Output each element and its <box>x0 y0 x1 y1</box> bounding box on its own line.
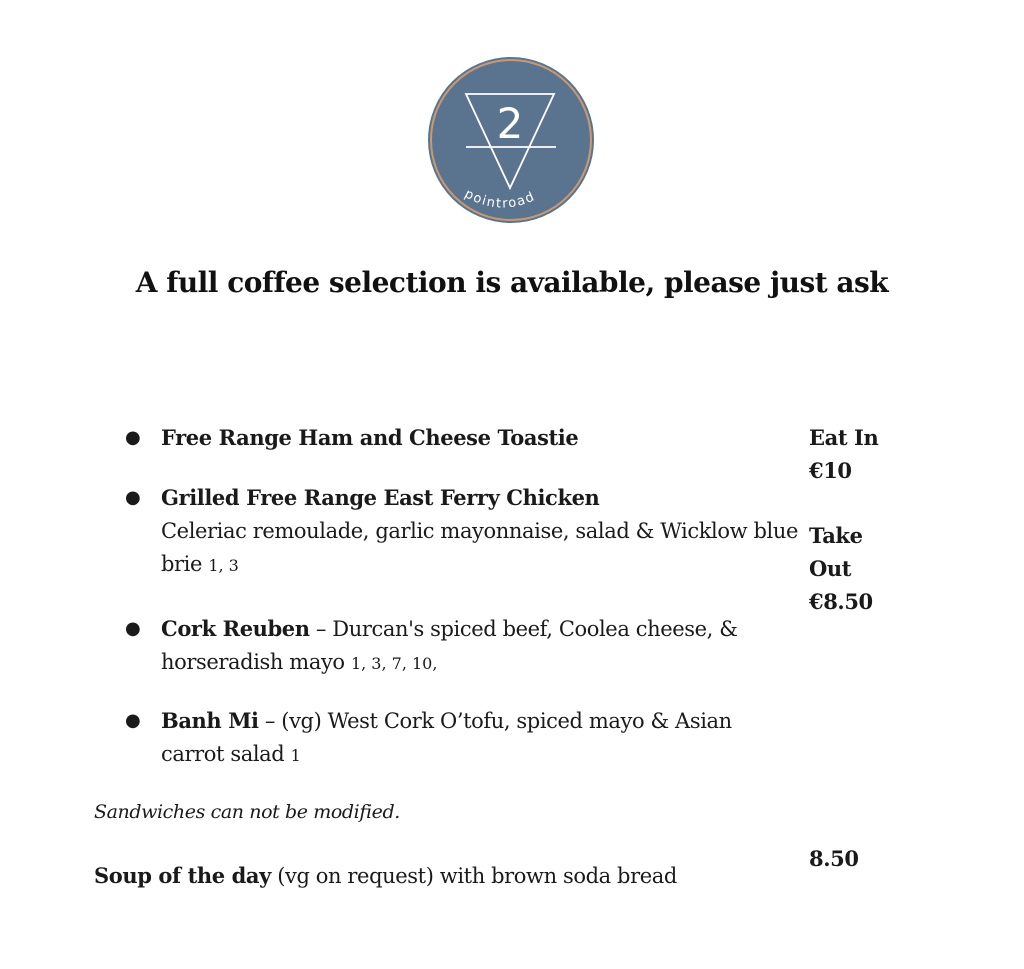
item-description: Celeriac remoulade, garlic mayonnaise, salad & Wicklow blue brie <box>161 519 798 576</box>
item-name: Free Range Ham and Cheese Toastie <box>161 425 579 450</box>
item-name: Grilled Free Range East Ferry Chicken <box>161 485 600 510</box>
logo-number: 2 <box>496 99 524 148</box>
item-description: – (vg) West Cork O’tofu, spiced mayo & Asian carrot salad <box>161 709 732 766</box>
price-spacer <box>809 487 929 519</box>
soup-description: (vg on request) with brown soda bread <box>277 864 677 888</box>
bullet-icon: ● <box>125 618 141 639</box>
menu-item <box>125 481 801 582</box>
item-name: Banh Mi <box>161 708 259 733</box>
take-out-label-2: Out <box>809 556 852 581</box>
pointroad-logo <box>426 55 596 225</box>
eat-in-label: Eat In <box>809 425 879 450</box>
soup-price: 8.50 <box>809 846 859 871</box>
modification-notice: Sandwiches can not be modified. <box>94 801 400 823</box>
bullet-icon: ● <box>125 710 141 731</box>
eat-in-price: €10 <box>809 458 852 483</box>
item-allergens: 1, 3, 7, 10, <box>350 654 438 673</box>
soup-name: Soup of the day <box>94 863 271 888</box>
soup-line <box>94 863 677 888</box>
bullet-icon: ● <box>125 427 141 448</box>
item-name: Cork Reuben <box>161 616 310 641</box>
logo-wordmark: pointroad <box>461 186 538 212</box>
item-description: – Durcan's spiced beef, Coolea cheese, & horseradish mayo <box>161 617 738 674</box>
menu-item <box>125 421 801 455</box>
item-allergens: 1 <box>290 746 301 765</box>
item-allergens: 1, 3 <box>208 556 239 575</box>
menu-item <box>125 612 801 680</box>
take-out-price: €8.50 <box>809 589 873 614</box>
take-out-label: Take <box>809 523 863 548</box>
page-title: A full coffee selection is available, please just ask <box>135 266 889 299</box>
bullet-icon: ● <box>125 487 141 508</box>
price-column <box>809 421 929 618</box>
menu-item <box>125 704 801 772</box>
